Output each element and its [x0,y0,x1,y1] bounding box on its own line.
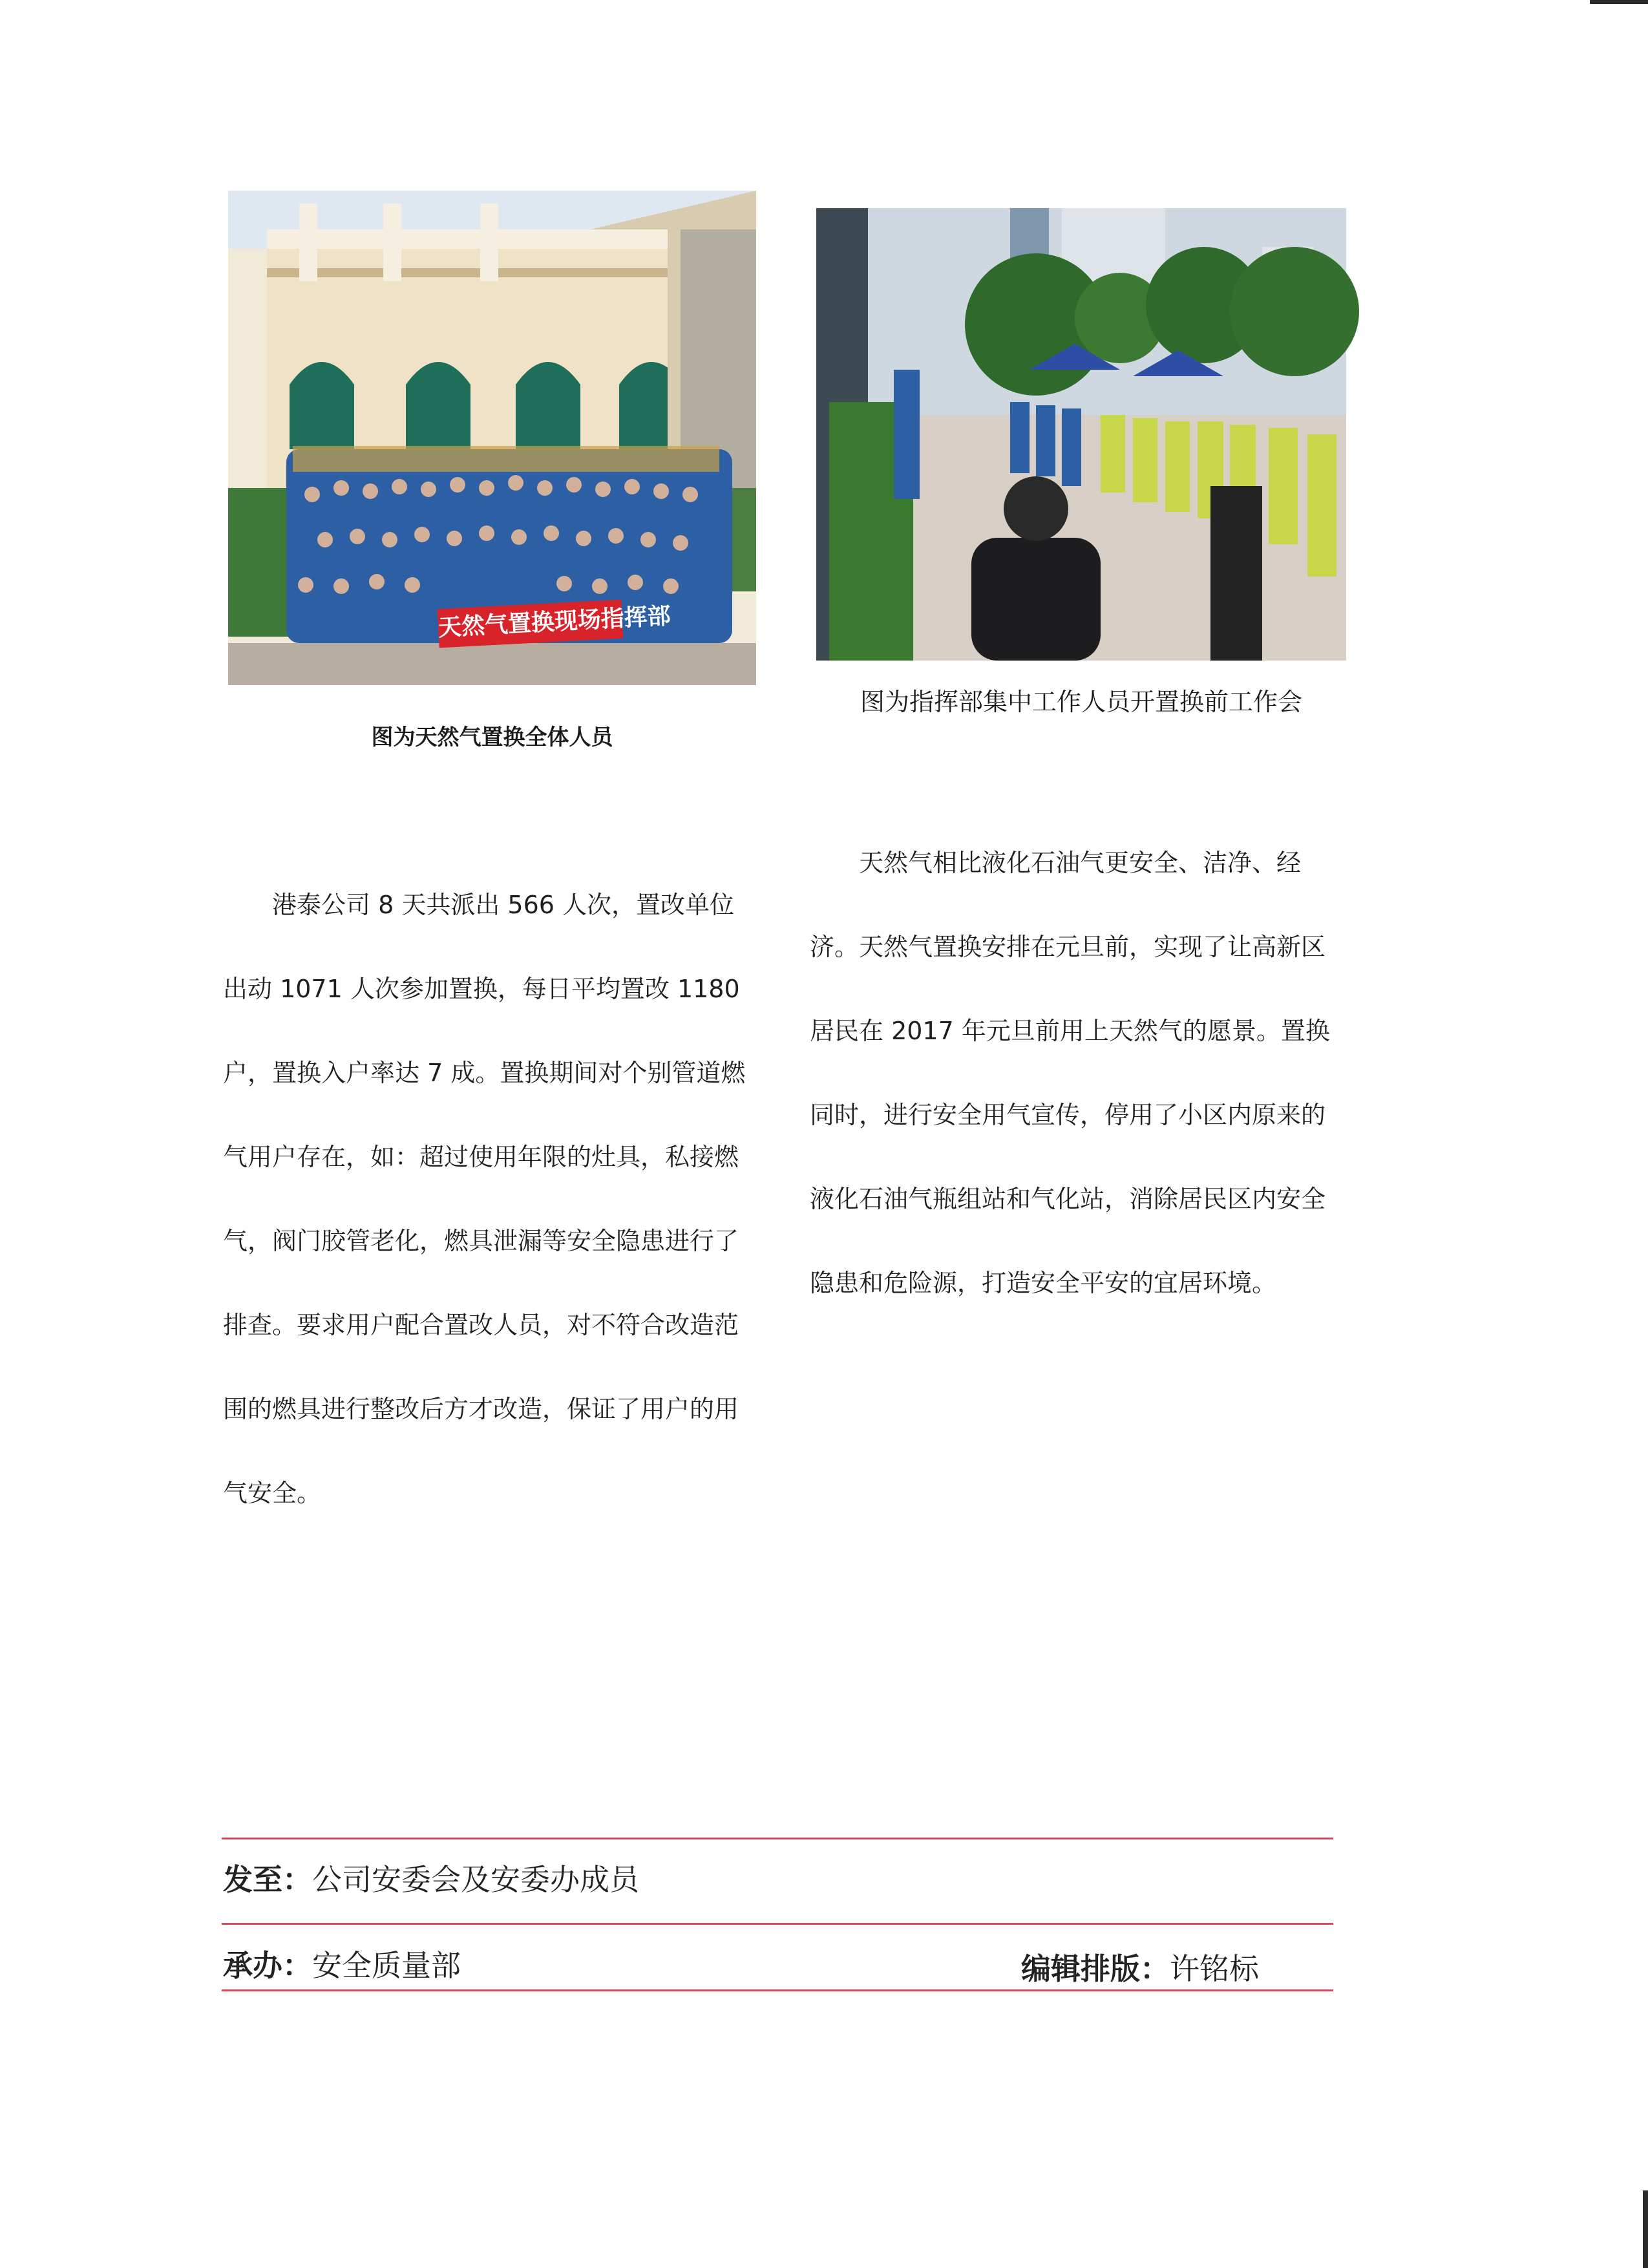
footer-divider-middle [222,1923,1333,1925]
article-column-left [223,863,753,1535]
handler-label: 承办： [223,1948,312,1983]
send-to-label: 发至： [223,1862,312,1897]
scan-edge-mark-top [1590,0,1648,4]
meeting-photo-image [816,208,1346,661]
footer-editor [1021,1945,1259,1988]
group-photo [228,191,756,685]
footer-divider-top [222,1838,1333,1839]
send-to-value: 公司安委会及安委办成员 [312,1862,639,1897]
scan-edge-mark-bottom [1643,2190,1648,2268]
footer-handler [223,1942,461,1985]
meeting-photo [816,208,1346,661]
photo-caption-right: 图为指挥部集中工作人员开置换前工作会 [860,688,1302,716]
editor-label: 编辑排版： [1021,1951,1170,1986]
editor-value: 许铭标 [1170,1951,1259,1986]
photo-caption-left: 图为天然气置换全体人员 [371,725,613,750]
banner-text: 天然气置换现场指挥部 [438,602,671,642]
footer-send-to [223,1856,639,1899]
article-column-right [810,821,1346,1325]
handler-value: 安全质量部 [312,1948,461,1983]
paragraph-left: 港泰公司 8 天共派出 566 人次，置改单位出动 1071 人次参加置换，每日平均置改 1180 户，置换入户率达 7 成。置换期间对个别管道燃气用户存在，如：超过使用年限的灶具，私接燃气，阀门胶管老化，燃具泄漏等安全隐患进行了排查。要求用户配合置改人员，对不符合改造范围的燃具进行整改后方才改造，保证了用户的用气安全。 [223,891,746,1507]
paragraph-right: 天然气相比液化石油气更安全、洁净、经济。天然气置换安排在元旦前，实现了让高新区居民在 2017 年元旦前用上天然气的愿景。置换同时，进行安全用气宣传，停用了小区内原来的液化石油气瓶组站和气化站，消除居民区内安全隐患和危险源，打造安全平安的宜居环境。 [810,849,1330,1297]
footer-divider-bottom [222,1989,1333,1991]
